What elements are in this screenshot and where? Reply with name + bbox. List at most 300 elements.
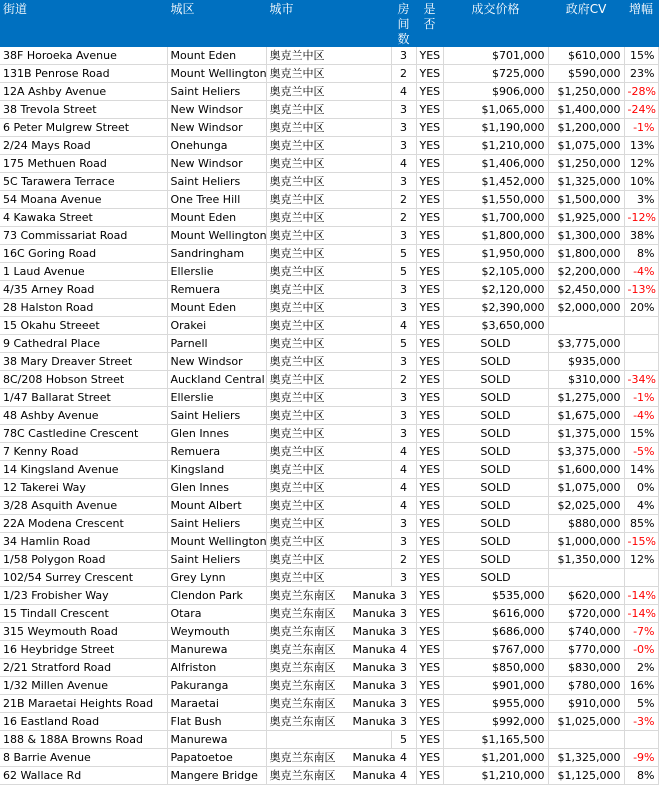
rooms-cell: 3 bbox=[391, 281, 416, 299]
cv-cell: $830,000 bbox=[548, 659, 624, 677]
yes-cell: YES bbox=[416, 695, 443, 713]
table-row bbox=[0, 623, 658, 641]
header-street: 街道 bbox=[0, 0, 167, 47]
change-cell bbox=[624, 353, 658, 371]
header-suburb: 城区 bbox=[167, 0, 266, 47]
table-row bbox=[0, 83, 658, 101]
price-cell: $1,550,000 bbox=[443, 191, 548, 209]
suburb-cell: Mount Eden bbox=[167, 209, 266, 227]
change-cell: 16% bbox=[624, 677, 658, 695]
rooms-cell: 3 bbox=[391, 713, 416, 731]
table-row bbox=[0, 641, 658, 659]
street-cell: 21B Maraetai Heights Road bbox=[0, 695, 167, 713]
price-cell: $1,700,000 bbox=[443, 209, 548, 227]
change-cell: -14% bbox=[624, 605, 658, 623]
rooms-cell: 3 bbox=[391, 677, 416, 695]
rooms-cell: 3 bbox=[391, 137, 416, 155]
yes-cell: YES bbox=[416, 497, 443, 515]
cv-cell: $1,925,000 bbox=[548, 209, 624, 227]
city-cell bbox=[266, 299, 391, 317]
change-cell: -0% bbox=[624, 641, 658, 659]
city-name: 奥克兰东南区 bbox=[269, 715, 336, 728]
city-cell bbox=[266, 47, 391, 65]
change-cell: 85% bbox=[624, 515, 658, 533]
cv-cell: $1,075,000 bbox=[548, 479, 624, 497]
city-cell bbox=[266, 767, 396, 785]
price-cell: $1,190,000 bbox=[443, 119, 548, 137]
rooms-cell: 3 bbox=[391, 569, 416, 587]
city-cell bbox=[266, 83, 391, 101]
price-cell: $1,210,000 bbox=[443, 137, 548, 155]
street-cell: 73 Commissariat Road bbox=[0, 227, 167, 245]
change-cell: -14% bbox=[624, 587, 658, 605]
cv-cell: $1,350,000 bbox=[548, 551, 624, 569]
city-name: 奥克兰中区 bbox=[269, 445, 325, 458]
street-cell: 1/47 Ballarat Street bbox=[0, 389, 167, 407]
price-cell: $2,105,000 bbox=[443, 263, 548, 281]
cv-cell: $3,775,000 bbox=[548, 335, 624, 353]
city-cell bbox=[266, 317, 391, 335]
city-name: 奥克兰中区 bbox=[269, 67, 325, 80]
city-cell bbox=[266, 263, 391, 281]
suburb-cell: Weymouth bbox=[167, 623, 266, 641]
table-row bbox=[0, 407, 658, 425]
change-cell: 10% bbox=[624, 173, 658, 191]
table-row bbox=[0, 371, 658, 389]
table-row bbox=[0, 353, 658, 371]
table-row bbox=[0, 695, 658, 713]
change-cell: 2% bbox=[624, 659, 658, 677]
rooms-cell: 3 bbox=[391, 389, 416, 407]
cv-cell: $1,800,000 bbox=[548, 245, 624, 263]
cv-cell bbox=[548, 569, 624, 587]
table-row bbox=[0, 389, 658, 407]
rooms-cell: 2 bbox=[391, 191, 416, 209]
header-rooms: 房间数 bbox=[391, 0, 416, 47]
city-cell bbox=[266, 389, 391, 407]
city-cell bbox=[266, 173, 391, 191]
city-name: 奥克兰中区 bbox=[269, 139, 325, 152]
price-cell: $2,390,000 bbox=[443, 299, 548, 317]
change-cell: -3% bbox=[624, 713, 658, 731]
change-cell: 8% bbox=[624, 245, 658, 263]
rooms-cell: 5 bbox=[391, 245, 416, 263]
rooms-cell: 4 bbox=[391, 497, 416, 515]
table-row bbox=[0, 443, 658, 461]
yes-cell: YES bbox=[416, 749, 443, 767]
change-cell: -4% bbox=[624, 263, 658, 281]
cv-cell: $1,375,000 bbox=[548, 425, 624, 443]
price-cell: $1,406,000 bbox=[443, 155, 548, 173]
city-overflow-text: Manuka bbox=[352, 643, 396, 656]
change-cell bbox=[624, 317, 658, 335]
price-cell: $1,065,000 bbox=[443, 101, 548, 119]
city-cell bbox=[266, 479, 391, 497]
table-row bbox=[0, 677, 658, 695]
cv-cell: $720,000 bbox=[548, 605, 624, 623]
city-cell bbox=[266, 713, 396, 731]
header-row bbox=[0, 0, 658, 47]
city-name: 奥克兰中区 bbox=[269, 535, 325, 548]
city-name: 奥克兰中区 bbox=[269, 481, 325, 494]
city-cell bbox=[266, 659, 396, 677]
suburb-cell: Kingsland bbox=[167, 461, 266, 479]
yes-cell: YES bbox=[416, 767, 443, 785]
yes-cell: YES bbox=[416, 515, 443, 533]
price-cell: $850,000 bbox=[443, 659, 548, 677]
rooms-cell: 4 bbox=[391, 641, 416, 659]
suburb-cell: Manurewa bbox=[167, 731, 266, 749]
street-cell: 1/23 Frobisher Way bbox=[0, 587, 167, 605]
suburb-cell: Mount Wellington bbox=[167, 533, 266, 551]
rooms-cell: 5 bbox=[391, 335, 416, 353]
street-cell: 15 Okahu Streeet bbox=[0, 317, 167, 335]
city-name: 奥克兰中区 bbox=[269, 337, 325, 350]
street-cell: 5C Tarawera Terrace bbox=[0, 173, 167, 191]
suburb-cell: Mangere Bridge bbox=[167, 767, 266, 785]
change-cell: 13% bbox=[624, 137, 658, 155]
street-cell: 7 Kenny Road bbox=[0, 443, 167, 461]
city-overflow-text: Manuka bbox=[352, 715, 396, 728]
change-cell: 14% bbox=[624, 461, 658, 479]
city-name: 奥克兰东南区 bbox=[269, 751, 336, 764]
table-row bbox=[0, 119, 658, 137]
city-cell bbox=[266, 155, 391, 173]
street-cell: 9 Cathedral Place bbox=[0, 335, 167, 353]
city-cell bbox=[266, 605, 396, 623]
street-cell: 38 Mary Dreaver Street bbox=[0, 353, 167, 371]
city-cell bbox=[266, 227, 391, 245]
price-cell: $992,000 bbox=[443, 713, 548, 731]
yes-cell: YES bbox=[416, 731, 443, 749]
table-row bbox=[0, 497, 658, 515]
table-row bbox=[0, 479, 658, 497]
price-cell: SOLD bbox=[443, 425, 548, 443]
change-cell: 12% bbox=[624, 155, 658, 173]
city-name: 奥克兰东南区 bbox=[269, 607, 336, 620]
cv-cell: $1,075,000 bbox=[548, 137, 624, 155]
yes-cell: YES bbox=[416, 65, 443, 83]
suburb-cell: Ellerslie bbox=[167, 389, 266, 407]
yes-cell: YES bbox=[416, 713, 443, 731]
yes-cell: YES bbox=[416, 389, 443, 407]
table-row bbox=[0, 101, 658, 119]
cv-cell: $1,250,000 bbox=[548, 83, 624, 101]
price-cell: $1,201,000 bbox=[443, 749, 548, 767]
city-name: 奥克兰中区 bbox=[269, 193, 325, 206]
rooms-cell: 3 bbox=[391, 173, 416, 191]
city-cell bbox=[266, 569, 391, 587]
price-cell: $725,000 bbox=[443, 65, 548, 83]
yes-cell: YES bbox=[416, 209, 443, 227]
city-cell bbox=[266, 353, 391, 371]
city-name: 奥克兰东南区 bbox=[269, 625, 336, 638]
city-overflow-text: Manuka bbox=[352, 607, 396, 620]
city-cell bbox=[266, 425, 391, 443]
cv-cell: $910,000 bbox=[548, 695, 624, 713]
street-cell: 188 & 188A Browns Road bbox=[0, 731, 167, 749]
city-name: 奥克兰中区 bbox=[269, 391, 325, 404]
city-name: 奥克兰中区 bbox=[269, 211, 325, 224]
table-row bbox=[0, 659, 658, 677]
table-row bbox=[0, 515, 658, 533]
city-name: 奥克兰东南区 bbox=[269, 589, 336, 602]
rooms-cell: 2 bbox=[391, 65, 416, 83]
city-cell bbox=[266, 641, 396, 659]
table-row bbox=[0, 605, 658, 623]
cv-cell: $1,500,000 bbox=[548, 191, 624, 209]
price-cell: SOLD bbox=[443, 371, 548, 389]
cv-cell: $935,000 bbox=[548, 353, 624, 371]
city-name: 奥克兰中区 bbox=[269, 517, 325, 530]
cv-cell: $880,000 bbox=[548, 515, 624, 533]
city-name: 奥克兰东南区 bbox=[269, 643, 336, 656]
price-cell: SOLD bbox=[443, 569, 548, 587]
street-cell: 8C/208 Hobson Street bbox=[0, 371, 167, 389]
rooms-cell: 2 bbox=[391, 551, 416, 569]
city-cell bbox=[266, 623, 396, 641]
yes-cell: YES bbox=[416, 317, 443, 335]
rooms-cell: 3 bbox=[391, 47, 416, 65]
price-cell: SOLD bbox=[443, 389, 548, 407]
change-cell: -28% bbox=[624, 83, 658, 101]
price-cell: $535,000 bbox=[443, 587, 548, 605]
change-cell: -34% bbox=[624, 371, 658, 389]
suburb-cell: Mount Wellington bbox=[167, 227, 266, 245]
city-cell bbox=[266, 587, 396, 605]
street-cell: 315 Weymouth Road bbox=[0, 623, 167, 641]
rooms-cell: 3 bbox=[391, 533, 416, 551]
city-cell bbox=[266, 191, 391, 209]
rooms-cell: 3 bbox=[391, 407, 416, 425]
change-cell bbox=[624, 569, 658, 587]
street-cell: 16C Goring Road bbox=[0, 245, 167, 263]
yes-cell: YES bbox=[416, 281, 443, 299]
suburb-cell: Saint Heliers bbox=[167, 551, 266, 569]
change-cell bbox=[624, 335, 658, 353]
city-overflow-text: Manuka bbox=[352, 751, 396, 764]
street-cell: 16 Eastland Road bbox=[0, 713, 167, 731]
yes-cell: YES bbox=[416, 101, 443, 119]
rooms-cell: 4 bbox=[391, 479, 416, 497]
suburb-cell: Onehunga bbox=[167, 137, 266, 155]
header-yes-no: 是否 bbox=[416, 0, 443, 47]
cv-cell: $1,300,000 bbox=[548, 227, 624, 245]
table-row bbox=[0, 173, 658, 191]
suburb-cell: Ellerslie bbox=[167, 263, 266, 281]
change-cell: -9% bbox=[624, 749, 658, 767]
table-row bbox=[0, 713, 658, 731]
cv-cell: $310,000 bbox=[548, 371, 624, 389]
city-name: 奥克兰中区 bbox=[269, 49, 325, 62]
rooms-cell: 3 bbox=[391, 623, 416, 641]
street-cell: 2/24 Mays Road bbox=[0, 137, 167, 155]
yes-cell: YES bbox=[416, 83, 443, 101]
price-cell: SOLD bbox=[443, 407, 548, 425]
city-name: 奥克兰中区 bbox=[269, 301, 325, 314]
price-cell: $2,120,000 bbox=[443, 281, 548, 299]
city-cell bbox=[266, 515, 391, 533]
suburb-cell: Glen Innes bbox=[167, 425, 266, 443]
suburb-cell: Mount Eden bbox=[167, 47, 266, 65]
yes-cell: YES bbox=[416, 641, 443, 659]
yes-cell: YES bbox=[416, 371, 443, 389]
suburb-cell: Remuera bbox=[167, 443, 266, 461]
suburb-cell: Grey Lynn bbox=[167, 569, 266, 587]
table-row bbox=[0, 191, 658, 209]
suburb-cell: Otara bbox=[167, 605, 266, 623]
suburb-cell: Flat Bush bbox=[167, 713, 266, 731]
suburb-cell: Mount Wellington bbox=[167, 65, 266, 83]
suburb-cell: Papatoetoe bbox=[167, 749, 266, 767]
suburb-cell: Saint Heliers bbox=[167, 83, 266, 101]
suburb-cell: New Windsor bbox=[167, 101, 266, 119]
city-overflow-text: Manuka bbox=[352, 679, 396, 692]
change-cell: -4% bbox=[624, 407, 658, 425]
suburb-cell: Maraetai bbox=[167, 695, 266, 713]
city-name: 奥克兰中区 bbox=[269, 247, 325, 260]
price-cell: SOLD bbox=[443, 497, 548, 515]
street-cell: 175 Methuen Road bbox=[0, 155, 167, 173]
cv-cell: $2,025,000 bbox=[548, 497, 624, 515]
suburb-cell: One Tree Hill bbox=[167, 191, 266, 209]
suburb-cell: Glen Innes bbox=[167, 479, 266, 497]
city-cell bbox=[266, 749, 396, 767]
suburb-cell: Pakuranga bbox=[167, 677, 266, 695]
suburb-cell: New Windsor bbox=[167, 155, 266, 173]
rooms-cell: 4 bbox=[391, 767, 416, 785]
rooms-cell: 3 bbox=[391, 227, 416, 245]
yes-cell: YES bbox=[416, 299, 443, 317]
city-name: 奥克兰中区 bbox=[269, 103, 325, 116]
street-cell: 131B Penrose Road bbox=[0, 65, 167, 83]
rooms-cell: 5 bbox=[391, 263, 416, 281]
city-name: 奥克兰东南区 bbox=[269, 697, 336, 710]
city-cell bbox=[266, 119, 391, 137]
suburb-cell: New Windsor bbox=[167, 353, 266, 371]
street-cell: 38 Trevola Street bbox=[0, 101, 167, 119]
price-cell: $767,000 bbox=[443, 641, 548, 659]
street-cell: 4 Kawaka Street bbox=[0, 209, 167, 227]
street-cell: 48 Ashby Avenue bbox=[0, 407, 167, 425]
yes-cell: YES bbox=[416, 569, 443, 587]
yes-cell: YES bbox=[416, 461, 443, 479]
header-cv: 政府CV bbox=[548, 0, 624, 47]
yes-cell: YES bbox=[416, 47, 443, 65]
rooms-cell: 4 bbox=[391, 749, 416, 767]
city-overflow-text: Manuka bbox=[352, 589, 396, 602]
table-row bbox=[0, 335, 658, 353]
rooms-cell: 3 bbox=[391, 299, 416, 317]
change-cell: -1% bbox=[624, 119, 658, 137]
suburb-cell: Remuera bbox=[167, 281, 266, 299]
street-cell: 102/54 Surrey Crescent bbox=[0, 569, 167, 587]
cv-cell: $590,000 bbox=[548, 65, 624, 83]
table-row bbox=[0, 551, 658, 569]
city-overflow-text: Manuka bbox=[352, 769, 396, 782]
suburb-cell: Alfriston bbox=[167, 659, 266, 677]
city-name: 奥克兰中区 bbox=[269, 355, 325, 368]
table-row bbox=[0, 209, 658, 227]
header-price: 成交价格 bbox=[443, 0, 548, 47]
change-cell: 12% bbox=[624, 551, 658, 569]
yes-cell: YES bbox=[416, 191, 443, 209]
city-cell bbox=[266, 335, 391, 353]
table-row bbox=[0, 137, 658, 155]
rooms-cell: 4 bbox=[391, 317, 416, 335]
suburb-cell: Mount Albert bbox=[167, 497, 266, 515]
yes-cell: YES bbox=[416, 353, 443, 371]
cv-cell: $1,325,000 bbox=[548, 173, 624, 191]
rooms-cell: 3 bbox=[391, 101, 416, 119]
city-cell bbox=[266, 695, 396, 713]
city-cell bbox=[266, 461, 391, 479]
city-cell bbox=[266, 497, 391, 515]
street-cell: 1/58 Polygon Road bbox=[0, 551, 167, 569]
cv-cell: $1,675,000 bbox=[548, 407, 624, 425]
street-cell: 34 Hamlin Road bbox=[0, 533, 167, 551]
cv-cell: $1,600,000 bbox=[548, 461, 624, 479]
price-cell: $1,165,500 bbox=[443, 731, 548, 749]
cv-cell: $780,000 bbox=[548, 677, 624, 695]
yes-cell: YES bbox=[416, 623, 443, 641]
yes-cell: YES bbox=[416, 335, 443, 353]
city-name: 奥克兰中区 bbox=[269, 229, 325, 242]
street-cell: 12 Takerei Way bbox=[0, 479, 167, 497]
price-cell: $1,950,000 bbox=[443, 245, 548, 263]
price-cell: $955,000 bbox=[443, 695, 548, 713]
suburb-cell: Auckland Central bbox=[167, 371, 266, 389]
city-cell bbox=[266, 443, 391, 461]
suburb-cell: Parnell bbox=[167, 335, 266, 353]
city-name: 奥克兰中区 bbox=[269, 373, 325, 386]
cv-cell: $3,375,000 bbox=[548, 443, 624, 461]
change-cell: 3% bbox=[624, 191, 658, 209]
table-row bbox=[0, 227, 658, 245]
table-row bbox=[0, 461, 658, 479]
suburb-cell: Saint Heliers bbox=[167, 515, 266, 533]
yes-cell: YES bbox=[416, 155, 443, 173]
price-cell: $686,000 bbox=[443, 623, 548, 641]
change-cell: -1% bbox=[624, 389, 658, 407]
change-cell: 8% bbox=[624, 767, 658, 785]
price-cell: $1,210,000 bbox=[443, 767, 548, 785]
change-cell: 4% bbox=[624, 497, 658, 515]
city-overflow-text: Manuka bbox=[352, 697, 396, 710]
yes-cell: YES bbox=[416, 677, 443, 695]
change-cell: -12% bbox=[624, 209, 658, 227]
city-overflow-text: Manuka bbox=[352, 625, 396, 638]
city-cell bbox=[266, 533, 391, 551]
cv-cell: $1,125,000 bbox=[548, 767, 624, 785]
table-row bbox=[0, 281, 658, 299]
table-row bbox=[0, 767, 658, 785]
table-row bbox=[0, 731, 658, 749]
city-name: 奥克兰中区 bbox=[269, 121, 325, 134]
change-cell: 15% bbox=[624, 47, 658, 65]
yes-cell: YES bbox=[416, 245, 443, 263]
price-cell: SOLD bbox=[443, 443, 548, 461]
cv-cell: $1,200,000 bbox=[548, 119, 624, 137]
city-cell bbox=[266, 407, 391, 425]
yes-cell: YES bbox=[416, 137, 443, 155]
rooms-cell: 4 bbox=[391, 443, 416, 461]
street-cell: 28 Halston Road bbox=[0, 299, 167, 317]
city-name: 奥克兰中区 bbox=[269, 283, 325, 296]
yes-cell: YES bbox=[416, 587, 443, 605]
cv-cell: $2,450,000 bbox=[548, 281, 624, 299]
price-cell: SOLD bbox=[443, 461, 548, 479]
